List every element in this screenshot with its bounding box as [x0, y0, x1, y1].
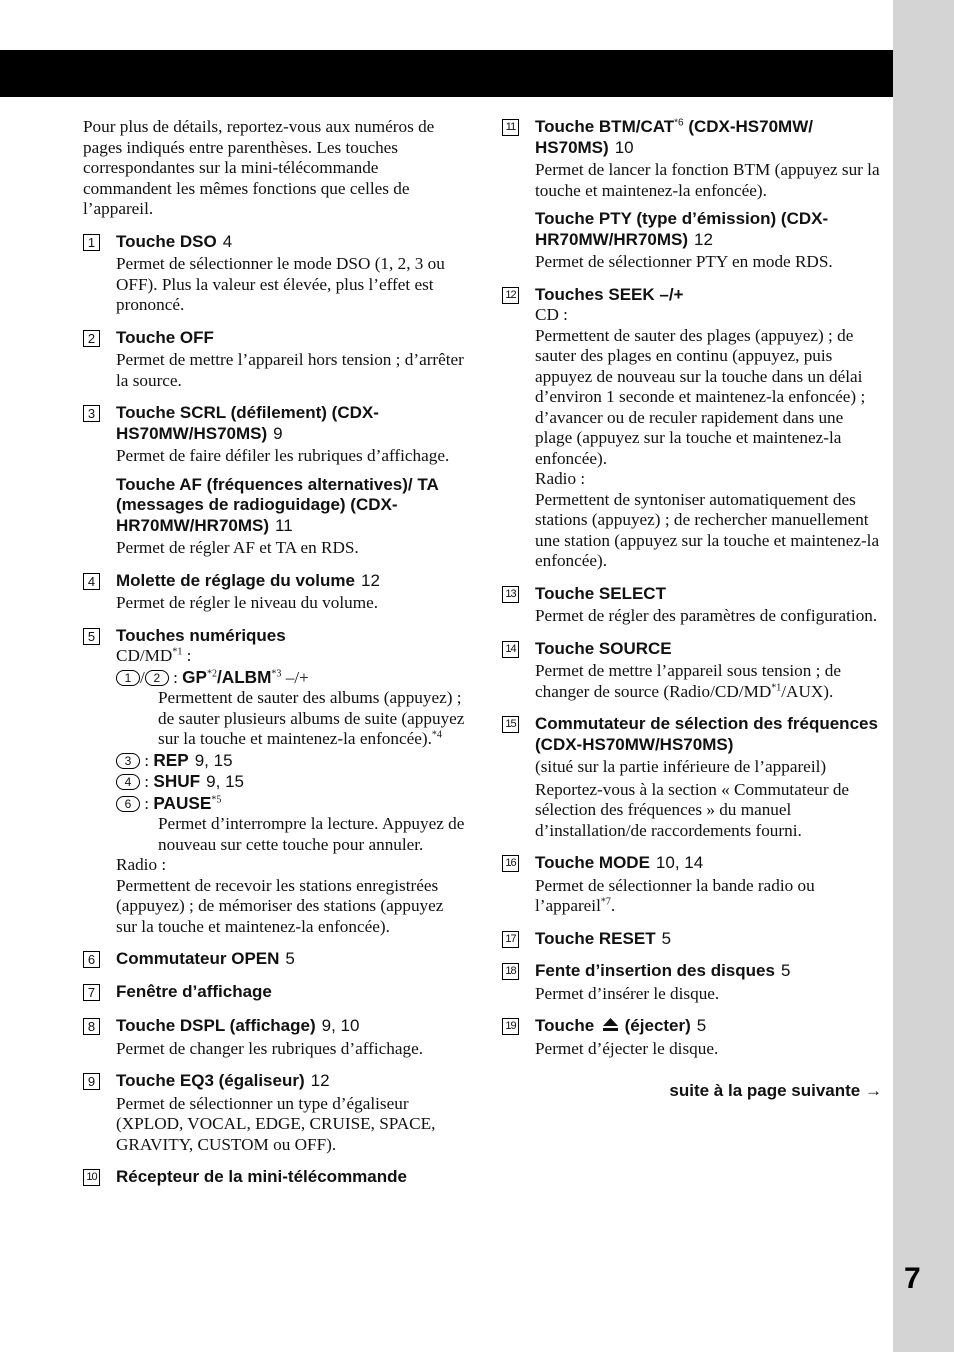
radio-label: Radio : — [535, 469, 586, 488]
item-1 — [83, 232, 468, 316]
page-ref: 11 — [275, 515, 293, 535]
left-column — [83, 117, 468, 1200]
pause-line: 6 : PAUSE$^{*5}$ — [116, 793, 468, 815]
item-title: Touche MODE 10, 14 — [535, 853, 704, 872]
rep-line: 3 : REP 9, 15 — [116, 750, 468, 772]
item-title: Touche DSPL (affichage) 9, 10 — [116, 1016, 360, 1035]
item-title: Récepteur de la mini-télécommande — [116, 1167, 407, 1186]
item-number: 1 — [83, 234, 100, 251]
item-title: Touche BTM/CAT$^{*6}$ (CDX-HS70MW/ HS70MS) 10 — [535, 117, 813, 157]
item-number: 10 — [83, 1169, 100, 1186]
item-desc: Permet de mettre l’appareil hors tension ; d’arrêter la source. — [116, 350, 464, 390]
item-title: Touche SCRL (défilement) (CDX-HS70MW/HS70MS) 9 — [116, 403, 379, 443]
item-title: Commutateur OPEN 5 — [116, 949, 295, 968]
continue-note: suite à la page suivante → — [669, 1081, 882, 1100]
item-12 — [502, 285, 884, 572]
radio-desc: Permettent de syntoniser automatiquement des stations (appuyez) ; de rechercher manuellement une station (appuyez sur la touche et maintenez-la enfoncée). — [535, 489, 880, 570]
item-desc: Permet de sélectionner la bande radio ou l’appareil$^{*7}$. — [535, 875, 815, 915]
item-10 — [83, 1167, 468, 1188]
page-ref: 10 — [614, 137, 634, 157]
item-4 — [83, 571, 468, 614]
item-title: Touche (éjecter) 5 — [535, 1016, 707, 1035]
item-number: 16 — [502, 855, 519, 872]
cd-label: CD : — [535, 305, 568, 324]
item-7 — [83, 982, 468, 1003]
item-desc-secondary: Reportez-vous à la section « Commutateur de sélection des fréquences » du manuel d’installation/de raccordements fourni. — [535, 779, 850, 840]
page-ref: 4 — [222, 231, 233, 251]
item-3 — [83, 403, 468, 559]
key-4-icon: 4 — [116, 774, 140, 790]
page-ref: 5 — [661, 928, 672, 948]
item-title: Fente d’insertion des disques 5 — [535, 961, 791, 980]
gp-albm-line: 1 / 2 : GP$^{*2}$/ALBM$^{*3}$ –/+ — [116, 667, 468, 689]
item-number: 3 — [83, 405, 100, 422]
item-number: 9 — [83, 1073, 100, 1090]
eject-icon — [603, 1018, 618, 1032]
item-6 — [83, 949, 468, 970]
item-number: 18 — [502, 963, 519, 980]
item-title: Touche SOURCE — [535, 638, 672, 658]
item-desc: Permet d’éjecter le disque. — [535, 1038, 719, 1058]
item-desc: Permet de lancer la fonction BTM (appuyez sur la touche et maintenez-la enfoncée). — [535, 160, 880, 200]
item-desc-secondary: Permet de sélectionner PTY en mode RDS. — [535, 252, 833, 271]
cdmd-label: CD/MD$^{*1}$ : — [116, 646, 192, 665]
item-title: Touches numériques — [116, 625, 286, 645]
key-3-icon: 3 — [116, 753, 140, 769]
item-number: 4 — [83, 573, 100, 590]
page-ref: 12 — [361, 570, 380, 590]
page-ref: 5 — [285, 949, 295, 968]
item-2 — [83, 328, 468, 392]
pause-desc: Permet d’interrompre la lecture. Appuyez de nouveau sur cette touche pour annuler. — [158, 814, 465, 854]
item-19 — [502, 1016, 884, 1059]
item-desc: Permet de régler le niveau du volume. — [116, 593, 379, 612]
right-column — [502, 117, 884, 1102]
item-14 — [502, 639, 884, 703]
item-5 — [83, 626, 468, 938]
radio-desc: Permettent de recevoir les stations enregistrées (appuyez) ; de mémoriser des stations (appuyez sur la touche et maintenez-la enfoncée). — [116, 875, 444, 936]
intro-text: Pour plus de détails, reportez-vous aux numéros de pages indiqués entre parenthèses. Les touches correspondantes sur la mini-télécommande commandent les mêmes fonctions que celles de l’appareil. — [83, 117, 435, 218]
item-title: Molette de réglage du volume 12 — [116, 570, 380, 590]
key-2-icon: 2 — [145, 670, 169, 686]
item-title: Touche OFF — [116, 327, 214, 347]
shuf-line: 4 : SHUF 9, 15 — [116, 771, 468, 793]
page-ref: 12 — [694, 229, 713, 249]
item-title: Touche SELECT — [535, 583, 666, 603]
item-11 — [502, 117, 884, 273]
page-ref: 5 — [780, 961, 791, 980]
page-ref: 9, 10 — [321, 1016, 360, 1035]
item-desc: (situé sur la partie inférieure de l’appareil) — [535, 757, 827, 776]
item-title-secondary: Touche PTY (type d’émission) (CDX-HR70MW/HR70MS) 12 — [535, 209, 829, 249]
item-title-secondary: Touche AF (fréquences alternatives)/ TA (messages de radioguidage) (CDX-HR70MW/HR70MS) 11 — [116, 474, 439, 535]
item-number: 6 — [83, 951, 100, 968]
item-number: 8 — [83, 1018, 100, 1035]
item-number: 5 — [83, 628, 100, 645]
item-desc: Permet d’insérer le disque. — [535, 983, 720, 1003]
page-ref: 9 — [273, 423, 283, 443]
radio-label: Radio : — [116, 855, 167, 874]
item-number: 13 — [502, 586, 519, 603]
item-desc: Permet de changer les rubriques d’affichage. — [116, 1038, 424, 1058]
item-title: Commutateur de sélection des fréquences (CDX-HS70MW/HS70MS) — [535, 714, 878, 754]
item-desc-secondary: Permet de régler AF et TA en RDS. — [116, 538, 359, 557]
side-strip — [893, 0, 954, 1352]
item-desc: Permet de régler des paramètres de configuration. — [535, 606, 878, 625]
item-number: 2 — [83, 330, 100, 347]
item-title: Fenêtre d’affichage — [116, 981, 272, 1001]
key-6-icon: 6 — [116, 796, 140, 812]
item-number: 7 — [83, 984, 100, 1001]
item-desc: Permet de sélectionner un type d’égaliseur (XPLOD, VOCAL, EDGE, CRUISE, SPACE, GRAVITY, CUSTOM ou OFF). — [116, 1093, 436, 1154]
page-ref: 12 — [310, 1071, 330, 1090]
item-15 — [502, 714, 884, 841]
cd-desc: Permettent de sauter des plages (appuyez) ; de sauter des plages en continu (appuyez, puis appuyez de nouveau sur la touche dans un délai d’environ 1 seconde et maintenez-la enfoncée) ; d’avancer ou de reculer rapidement dans une plage (appuyez sur la touche et maintenez-la enfoncée). — [535, 325, 866, 468]
gp-albm-desc: Permettent de sauter des albums (appuyez) ; de sauter plusieurs albums de suite (appuyez sur la touche et maintenez-la enfoncée).$^{*4}$ — [158, 688, 465, 748]
item-18 — [502, 961, 884, 1004]
key-1-icon: 1 — [116, 670, 140, 686]
item-number: 14 — [502, 641, 519, 658]
item-number: 12 — [502, 287, 519, 304]
item-17 — [502, 929, 884, 950]
page-ref: 10, 14 — [655, 853, 704, 872]
page-ref: 5 — [696, 1016, 707, 1035]
item-desc: Permet de mettre l’appareil sous tension ; de changer de source (Radio/CD/MD$^{*1}$/AUX). — [535, 661, 841, 701]
item-desc: Permet de faire défiler les rubriques d’affichage. — [116, 446, 450, 465]
page-number: 7 — [904, 1262, 921, 1295]
header-bar — [0, 50, 893, 97]
item-8 — [83, 1016, 468, 1059]
item-number: 17 — [502, 931, 519, 948]
item-number: 19 — [502, 1018, 519, 1035]
item-13 — [502, 584, 884, 627]
item-title: Touche EQ3 (égaliseur) 12 — [116, 1071, 330, 1090]
arrow-right-icon: → — [865, 1081, 882, 1100]
item-desc: Permet de sélectionner le mode DSO (1, 2, 3 ou OFF). Plus la valeur est élevée, plus l’effet est prononcé. — [116, 254, 445, 314]
item-title: Touche RESET 5 — [535, 928, 672, 948]
item-number: 15 — [502, 716, 519, 733]
item-title: Touches SEEK –/+ — [535, 284, 684, 304]
item-16 — [502, 853, 884, 917]
item-title: Touche DSO 4 — [116, 231, 233, 251]
item-9 — [83, 1071, 468, 1155]
item-number: 11 — [502, 119, 519, 136]
